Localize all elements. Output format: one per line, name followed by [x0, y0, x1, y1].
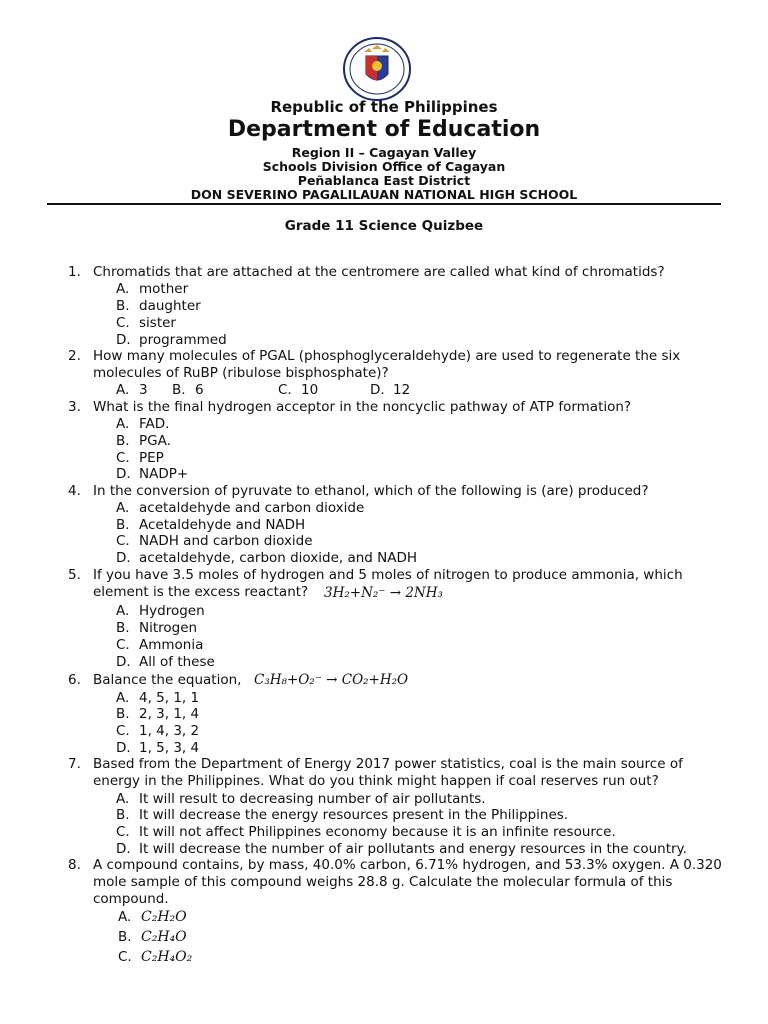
division-line: Schools Division Office of Cagayan [262, 159, 506, 174]
option: A. FAD. [116, 416, 170, 432]
option: C. NADH and carbon dioxide [116, 533, 313, 549]
reaction-equation: 3H₂+N₂⁻ → 2NH₃ [324, 585, 443, 601]
question-text: Balance the equation, [93, 672, 242, 688]
option: A. It will result to decreasing number of air pollutants. [116, 791, 486, 807]
district-line: Peñablanca East District [297, 173, 471, 188]
option: D. 12 [370, 382, 411, 398]
question-number: 4. [68, 483, 81, 499]
option: B. 6 [172, 382, 204, 398]
option: B. C₂H₄O [118, 929, 187, 945]
reaction-equation: C₃H₈+O₂⁻ → CO₂+H₂O [254, 672, 409, 688]
department-title: Department of Education [227, 117, 541, 142]
option: B. Nitrogen [116, 620, 198, 636]
question-text: What is the final hydrogen acceptor in the noncyclic pathway of ATP formation? [93, 399, 632, 415]
question-number: 8. [68, 857, 81, 873]
question-text: A compound contains, by mass, 40.0% carbon, 6.71% hydrogen, and 53.3% oxygen. A 0.320 mole sample of this compound weighs 28.8 g. Calculate the molecular formula of this compound. [93, 857, 722, 907]
question-number: 6. [68, 672, 81, 688]
quiz-title: Grade 11 Science Quizbee [284, 218, 484, 234]
question-number: 2. [68, 348, 81, 364]
option: D. programmed [116, 332, 227, 348]
option: B. It will decrease the energy resources present in the Philippines. [116, 807, 569, 823]
option: B. PGA. [116, 433, 171, 449]
option: C. C₂H₄O₂ [118, 949, 193, 965]
option: C. 10 [278, 382, 319, 398]
school-name: DON SEVERINO PAGALILAUAN NATIONAL HIGH SCHOOL [190, 187, 578, 202]
question-text: In the conversion of pyruvate to ethanol, which of the following is (are) produced? [93, 483, 649, 499]
question-text: How many molecules of PGAL (phosphoglyceraldehyde) are used to regenerate the six molecules of RuBP (ribulose bisphosphate)? [93, 348, 681, 381]
option: D. acetaldehyde, carbon dioxide, and NADH [116, 550, 418, 566]
question-text: If you have 3.5 moles of hydrogen and 5 moles of nitrogen to produce ammonia, which element is the excess reactant? [93, 567, 683, 600]
option: B. daughter [116, 298, 201, 314]
option: B. 2, 3, 1, 4 [116, 706, 200, 722]
option: A. Hydrogen [116, 603, 205, 619]
republic-line: Republic of the Philippines [270, 98, 498, 116]
option: A. C₂H₂O [118, 909, 187, 925]
option: C. 1, 4, 3, 2 [116, 723, 200, 739]
region-line: Region II – Cagayan Valley [291, 145, 477, 160]
option: A. mother [116, 281, 189, 297]
option: D. NADP+ [116, 466, 189, 482]
question-text: Based from the Department of Energy 2017 power statistics, coal is the main source of energy in the Philippines. What do you think might happen if coal reserves run out? [93, 756, 683, 789]
question-number: 7. [68, 756, 81, 772]
option: A. 3 [116, 382, 148, 398]
question-number: 3. [68, 399, 81, 415]
option: C. sister [116, 315, 176, 331]
option: C. PEP [116, 450, 164, 466]
question-text: Chromatids that are attached at the centromere are called what kind of chromatids? [93, 264, 665, 280]
option: D. All of these [116, 654, 215, 670]
deped-seal-logo [342, 36, 412, 102]
option: A. acetaldehyde and carbon dioxide [116, 500, 365, 516]
option: A. 4, 5, 1, 1 [116, 690, 200, 706]
option: C. Ammonia [116, 637, 204, 653]
question-number: 5. [68, 567, 81, 583]
option: D. It will decrease the number of air pollutants and energy resources in the country. [116, 841, 687, 857]
option: B. Acetaldehyde and NADH [116, 517, 306, 533]
question-number: 1. [68, 264, 81, 280]
option: C. It will not affect Philippines economy because it is an infinite resource. [116, 824, 616, 840]
header-divider [47, 203, 721, 205]
option: D. 1, 5, 3, 4 [116, 740, 200, 756]
